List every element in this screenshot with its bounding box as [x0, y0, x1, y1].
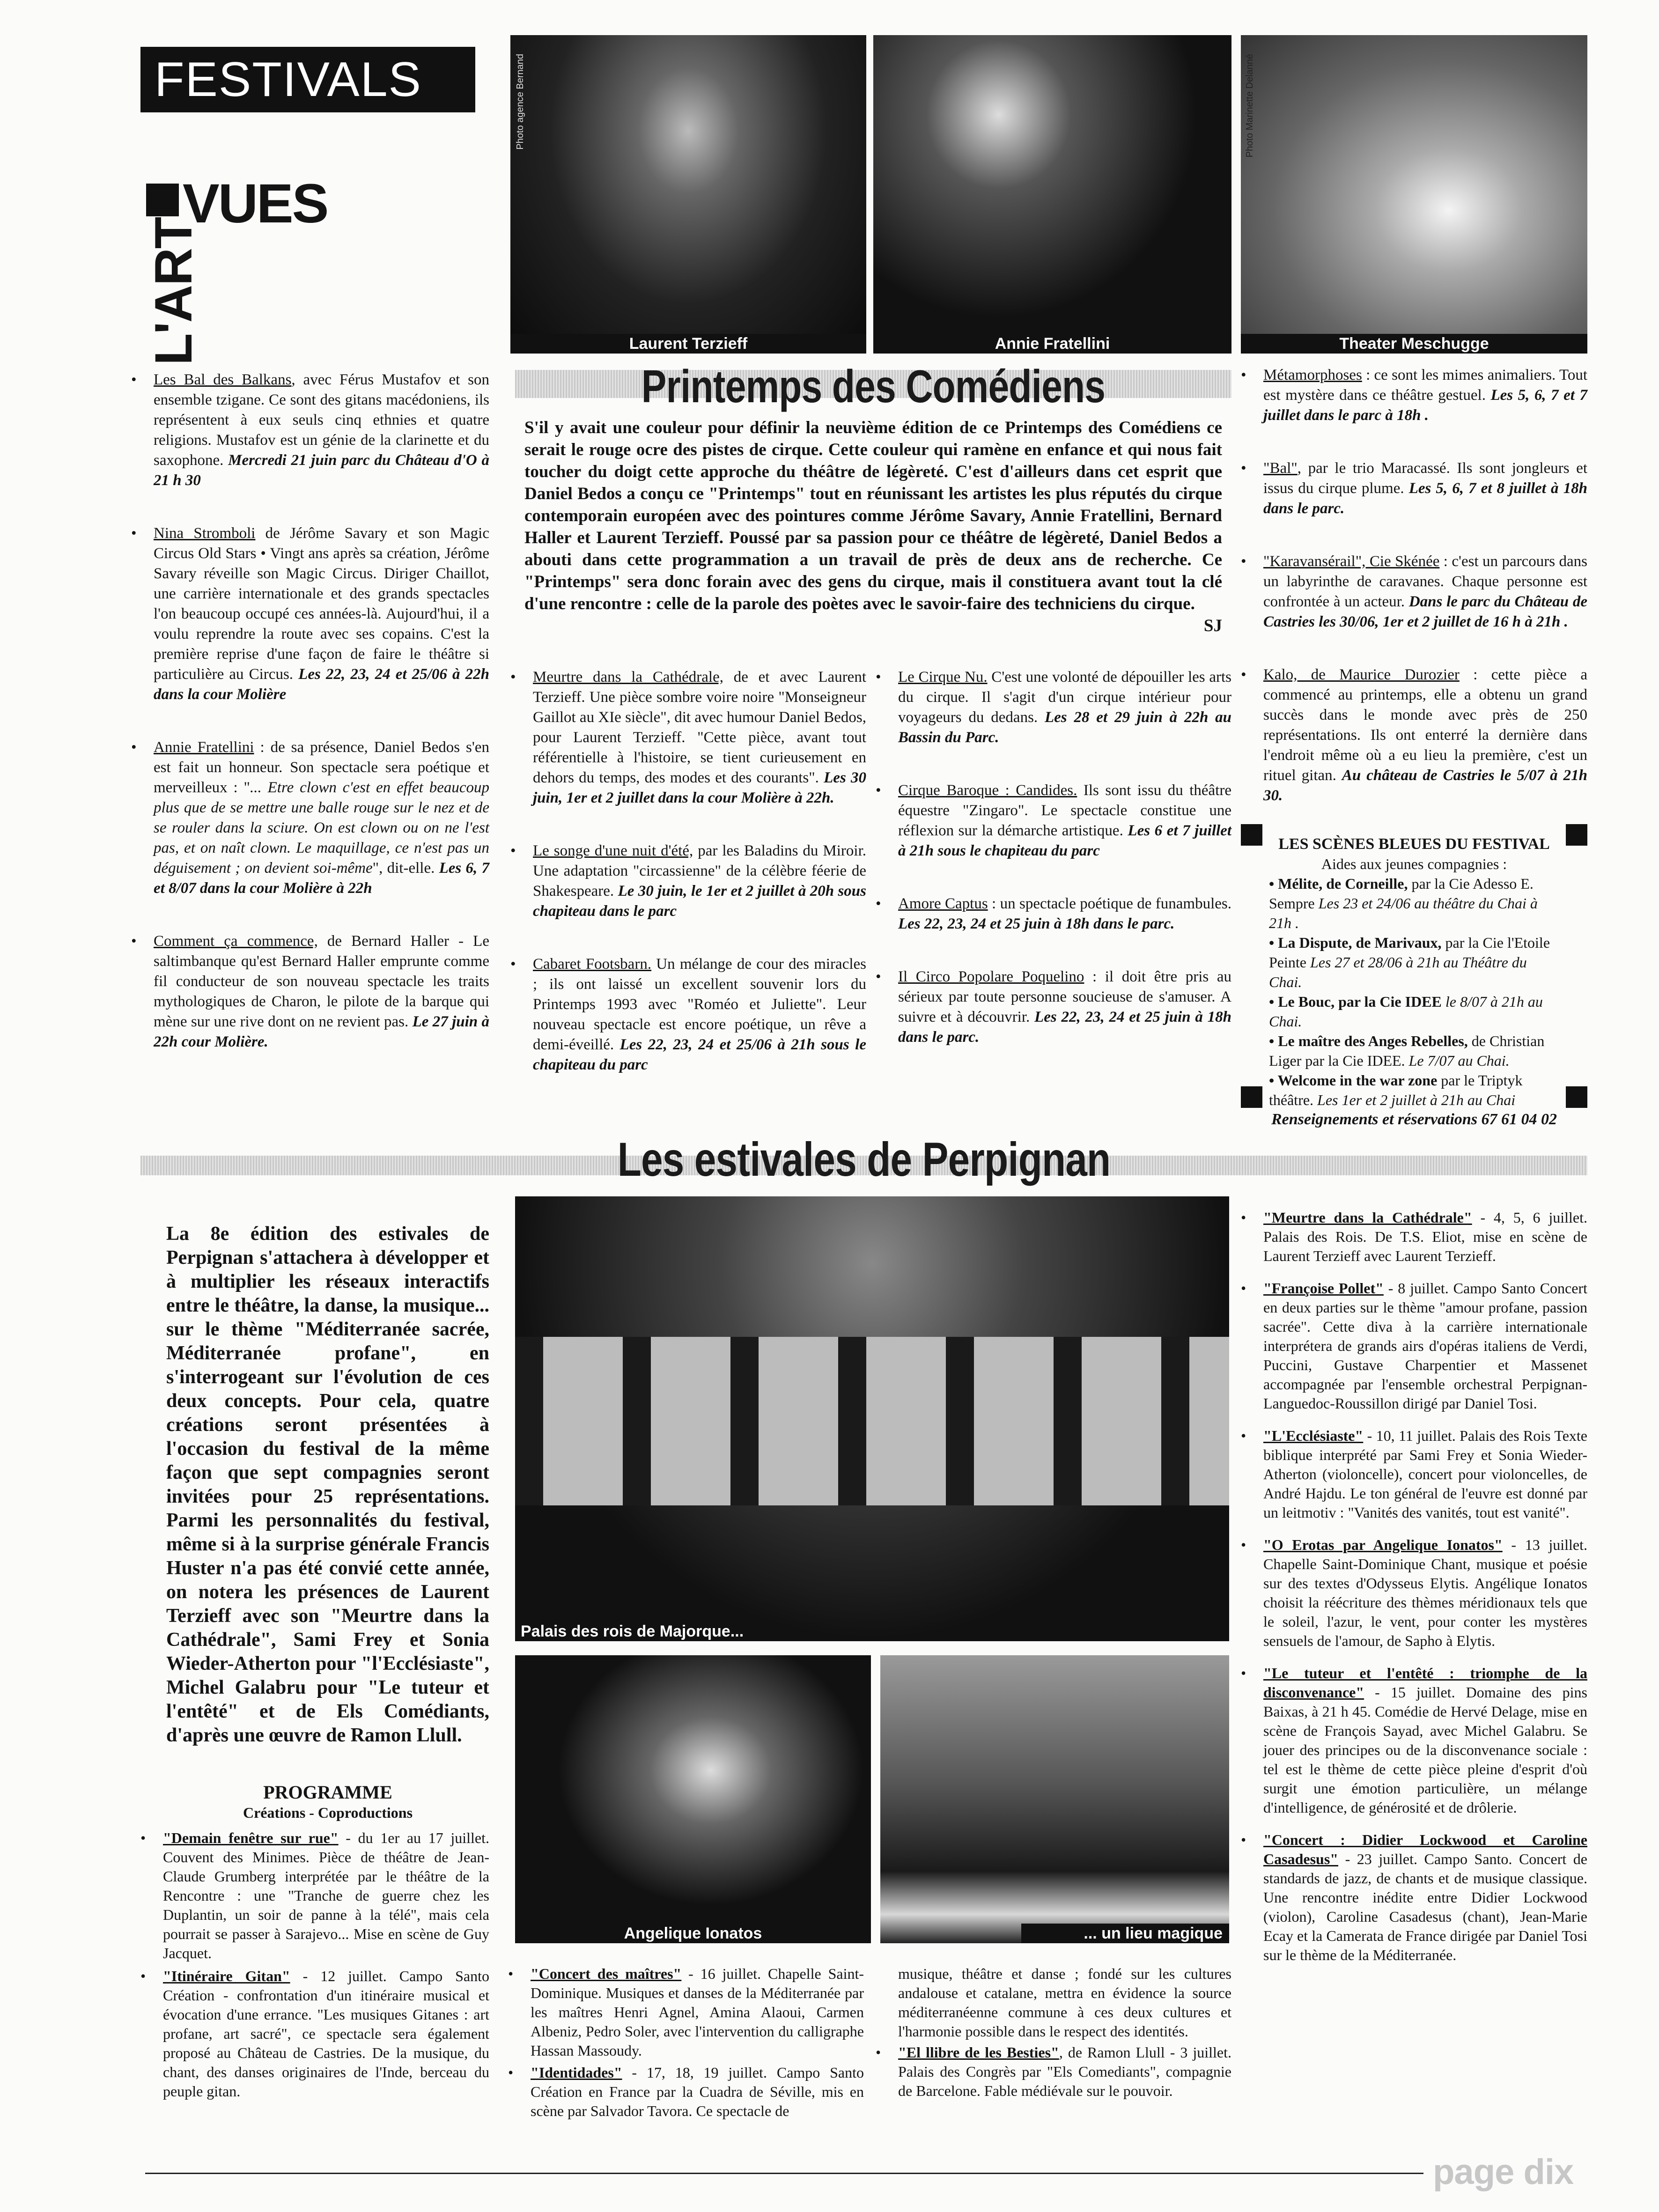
footer-rule	[145, 2173, 1423, 2174]
printemps-intro	[524, 417, 1222, 637]
box-item: • Le maître des Anges Rebelles, de Christian Liger par la Cie IDEE. Le 7/07 au Chai.	[1269, 1032, 1545, 1069]
list-item: • "Françoise Pollet" - 8 juillet. Campo Santo Concert en deux parties sur le thème "amour profane, passion sacrée". Cette diva à la carrière internationale interprétera de grands airs d'opéras italiens de Verdi, Puccini, Gustave Charpentier et Massenet accompagnée par l'ensemble orchestral Perpignan-Languedoc-Roussillon dirigé par Daniel Tosi.	[1241, 1279, 1587, 1413]
corner-mark	[1566, 1086, 1587, 1108]
photo-caption: Laurent Terzieff	[510, 334, 866, 354]
list-item: • "Identidades" - 17, 18, 19 juillet. Campo Santo Création en France par la Cuadra de Séville, mis en scène par Salvador Tavora. Ce spectacle de	[508, 2063, 864, 2121]
list-item: • Comment ça commence, de Bernard Haller - Le saltimbanque qu'est Bernard Haller emprunte comme fil conducteur de son nouveau spectacle les traits mythologiques de Charon, le pilote de la barque qui mène sur une rive dont on ne revient pas. Le 27 juin à 22h cour Molière.	[131, 931, 489, 1052]
column-mid-1	[510, 667, 866, 1108]
section-label: FESTIVALS	[155, 52, 422, 107]
estivales-right	[1241, 1208, 1587, 1965]
list-item: • Annie Fratellini : de sa présence, Daniel Bedos s'en est fait un honneur. Son spectacle sera poétique et merveilleux : "... Etre clown c'est en effet beaucoup plus que de se mettre une balle rouge sur le nez et de se rouler dans la sciure. On est clown ou on ne l'est pas, et on naît clown. Le maquillage, ce n'est pas un déguisement ; on devient soi-même", dit-elle. Les 6, 7 et 8/07 dans la cour Molière à 22h	[131, 737, 489, 899]
list-item: • Le Cirque Nu. C'est une volonté de dépouiller les arts du cirque. Il s'agit d'un cirque intérieur pour voyageurs du dedans. Les 28 et 29 juin à 22h au Bassin du Parc.	[876, 667, 1231, 748]
photo-credit: Photo agence Bernand	[515, 54, 525, 150]
box-item: • Welcome in the war zone par le Triptyk théâtre. Les 1er et 2 juillet à 21h au Chai	[1269, 1072, 1523, 1108]
photo-caption: Palais des rois de Majorque...	[521, 1622, 744, 1640]
list-item: • "Concert des maîtres" - 16 juillet. Chapelle Saint-Dominique. Musiques et danses de la Méditerranée par les maîtres Henri Agnel, Amina Alaoui, Carmen Albeniz, Pedro Soler, avec l'intervention du calligraphe Hassan Massoudy.	[508, 1964, 864, 2060]
list-item: • Kalo, de Maurice Durozier : cette pièce a commencé au printemps, elle a obtenu un grand succès dans le monde avec près de 250 représentations. Ils ont enterré la dernière dans l'endroit même où a eu lieu la première, c'est un rituel gitan. Au château de Castries le 5/07 à 21h 30.	[1241, 665, 1587, 806]
list-item: • "O Erotas par Angelique Ionatos" - 13 juillet. Chapelle Saint-Dominique Chant, musique et poésie sur des textes d'Odysseus Elytis. Angélique Ionatos choisit la réécriture des thèmes méridionaux tels que le soleil, l'azur, le vent, pour conter les mystères sensuels de l'amour, de Sapho à Elytis.	[1241, 1535, 1587, 1651]
list-item: • Cirque Baroque : Candides. Ils sont issu du théâtre équestre "Zingaro". Le spectacle constitue une réflexion sur la démarche artistique. Les 6 et 7 juillet à 21h sous le chapiteau du parc	[876, 781, 1231, 861]
photo-theater-meschugge	[1241, 35, 1587, 354]
intro-text: La 8e édition des estivales de Perpignan s'attachera à développer et à multiplier les réseaux interactifs entre le théâtre, la danse, la musique... sur le thème "Méditerranée sacrée, Méditerranée profane", en s'interrogeant sur l'évolution de ces deux concepts. Pour cela, quatre créations seront présentées à l'occasion du festival de la même façon que sept compagnies seront invitées pour 25 représentations. Parmi les personnalités du festival, même si à la surprise générale Francis Huster n'a pas été convié cette année, on notera les présences de Laurent Terzieff avec son "Meurtre dans la Cathédrale", Sami Frey et Sonia Wieder-Atherton pour "l'Ecclésiaste", Michel Galabru pour "Le tuteur et l'entêté" et de Els Comédiants, d'après une œuvre de Ramon Llull.	[166, 1223, 489, 1746]
list-item: • "Itinéraire Gitan" - 12 juillet. Campo Santo Création - confrontation d'un itinéraire musical et évocation d'une errance. "Les musiques Gitanes : art profane, art sacré", ce spectacle sera également proposé au Château de Castries. De la musique, du chant, des danses originaires de l'Inde, berceau du peuple gitan.	[140, 1967, 489, 2101]
corner-mark	[1241, 824, 1262, 846]
photo-palais-des-rois	[515, 1196, 1229, 1641]
column-left	[131, 370, 489, 1085]
art-vues-horizontal: VUES	[183, 173, 328, 235]
page-number: page dix	[1433, 2152, 1574, 2192]
list-item: • Meurtre dans la Cathédrale, de et avec Laurent Terzieff. Une pièce sombre voire noire "Monseigneur Gaillot au XIe siècle", dit avec humour Daniel Bedos, pour Laurent Terzieff. "Cette pièce, avant tout référentielle à l'histoire, se tient curieusement en dehors du temps, des modes et des courants". Les 30 juin, 1er et 2 juillet dans la cour Molière à 22h.	[510, 667, 866, 808]
list-item: • "Concert : Didier Lockwood et Caroline Casadesus" - 23 juillet. Campo Santo. Concert de standards de jazz, de chants et de musique classique. Une rencontre inédite entre Didier Lockwood (violon), Caroline Casadesus (chant), Jean-Marie Ecay et la Camerata de France dirigée par Daniel Tosi sur le thème de la Méditerranée.	[1241, 1830, 1587, 1965]
list-item: • Métamorphoses : ce sont les mimes animaliers. Tout est mystère dans ce théâtre gestuel. Les 5, 6, 7 et 7 juillet dans le parc à 18h .	[1241, 365, 1587, 426]
list-item: • "Karavansérail", Cie Skénée : c'est un parcours dans un labyrinthe de caravanes. Chaque personne est confrontée à un acteur. Dans le parc du Château de Castries les 30/06, 1er et 2 juillet de 16 h à 21h .	[1241, 552, 1587, 632]
photo-caption: Angelique Ionatos	[515, 1924, 871, 1943]
list-item: • Amore Captus : un spectacle poétique de funambules. Les 22, 23, 24 et 25 juin à 18h dans le parc.	[876, 894, 1231, 934]
scenes-bleues-content	[1269, 834, 1559, 1110]
list-item: • "Meurtre dans la Cathédrale" - 4, 5, 6 juillet. Palais des Rois. De T.S. Eliot, mise en scène de Laurent Terzieff avec Laurent Terzieff.	[1241, 1208, 1587, 1266]
estivales-mid-b	[876, 1964, 1231, 2101]
list-item: • Il Circo Popolare Poquelino : il doit être pris au sérieux par toute personne soucieuse de s'amuser. A suivre et à découvrir. Les 22, 23, 24 et 25 juin à 18h dans le parc.	[876, 967, 1231, 1047]
list-item: • Les Bal des Balkans, avec Férus Mustafov et son ensemble tzigane. Ce sont des gitans macédoniens, ils représentent à eux seuls cinq ethnies et quatre religions. Mustafov est un génie de la clarinette et du saxophone. Mercredi 21 juin parc du Château d'O à 21 h 30	[131, 370, 489, 491]
list-item: • "El llibre de les Besties", de Ramon Llull - 3 juillet. Palais des Congrès par "Els Comediants", compagnie de Barcelone. Fable médiévale sur le pouvoir.	[876, 2043, 1231, 2101]
photo-caption: ... un lieu magique	[1021, 1924, 1229, 1943]
list-item: • Le songe d'une nuit d'été, par les Baladins du Miroir. Une adaptation "circassienne" de la célèbre féerie de Shakespeare. Le 30 juin, le 1er et 2 juillet à 20h sous chapiteau dans le parc	[510, 841, 866, 922]
estivales-mid-a	[508, 1964, 864, 2121]
column-right	[1241, 365, 1587, 839]
programme-subtitle: Créations - Coproductions	[243, 1804, 413, 1821]
intro-text: S'il y avait une couleur pour définir la neuvième édition de ce Printemps des Comédiens ce serait le rouge ocre des pistes de cirque. Cette couleur qui ramène en enfance et qui nous fait toucher du doigt cette approche du théâtre de légèreté. C'est d'ailleurs dans cet esprit que Daniel Bedos a conçu ce "Printemps" tout en réunissant les artistes les plus réputés du cirque contemporain européen avec des pointures comme Jérôme Savary, Annie Fratellini, Bernard Haller et Laurent Terzieff. Poussé par sa passion pour ce théâtre de légèreté, Daniel Bedos a abouti dans cette programmation a un travail de près de deux ans de recherche. Ce "Printemps" sera donc forain avec des gens du cirque, mais il constituera avant tout la clé d'une rencontre : celle de la parole des poètes avec le savoir-faire des techniciens du cirque.	[524, 418, 1222, 613]
list-item-continued: musique, théâtre et danse ; fondé sur les cultures andalouse et catalane, mettra en évidence la source méditerranéenne commune à ces deux cultures et l'harmonie possible dans le respect des identités.	[898, 1965, 1231, 2040]
programme-heading	[166, 1782, 489, 1822]
estivales-intro	[166, 1222, 489, 1747]
box-item: • Le Bouc, par la Cie IDEE le 8/07 à 21h au Chai.	[1269, 993, 1543, 1030]
photo-annie-fratellini	[873, 35, 1231, 354]
corner-mark	[1241, 1086, 1262, 1108]
art-vues-vertical: L'ART	[144, 217, 203, 365]
arch-row-graphic	[515, 1337, 1229, 1505]
box-title: LES SCÈNES BLEUES DU FESTIVAL	[1278, 835, 1550, 853]
programme-list	[140, 1829, 489, 2101]
box-item: • La Dispute, de Marivaux, par la Cie l'Etoile Peinte Les 27 et 28/06 à 21h au Théâtre du Chai.	[1269, 934, 1550, 990]
printemps-title: Printemps des Comédiens	[641, 361, 1106, 412]
scenes-bleues-box	[1241, 824, 1587, 1128]
art-vues-square	[146, 184, 179, 216]
contact-line: Renseignements et réservations 67 61 04 02	[1271, 1111, 1557, 1128]
signature: SJ	[1203, 616, 1222, 635]
column-mid-2	[876, 667, 1231, 1080]
photo-caption: Annie Fratellini	[873, 334, 1231, 354]
list-item: • "Demain fenêtre sur rue" - du 1er au 17 juillet. Couvent des Minimes. Pièce de théâtre de Jean-Claude Grumberg interprétée par le théâtre de la Rencontre : une "Tranche de guerre chez les Duplantin, un soir de panne à la télé", mais cela pourrait se passer à Sarajevo... Mise en scène de Guy Jacquet.	[140, 1829, 489, 1963]
corner-mark	[1566, 824, 1587, 846]
photo-laurent-terzieff	[510, 35, 866, 354]
list-item: • "Le tuteur et l'entêté : triomphe de la disconvenance" - 15 juillet. Domaine des pins Baixas, à 21 h 45. Comédie de Hervé Delage, mise en scène de François Sayad, avec Michel Galabru. Se jouer des principes ou de la disconvenance sociale : tel est le thème de cette pièce pleine d'esprit d'où surgit une émotion particulière, un mélange d'intelligence, de générosité et de drôlerie.	[1241, 1664, 1587, 1817]
photo-lieu-magique	[880, 1655, 1229, 1943]
photo-angelique-ionatos	[515, 1655, 871, 1943]
list-item: • "Bal", par le trio Maracassé. Ils sont jongleurs et issus du cirque plume. Les 5, 6, 7 et 8 juillet à 18h dans le parc.	[1241, 458, 1587, 519]
photo-caption: Theater Meschugge	[1241, 334, 1587, 354]
box-subtitle: Aides aux jeunes compagnies :	[1321, 855, 1507, 872]
programme-title: PROGRAMME	[263, 1782, 392, 1803]
list-item: • Cabaret Footsbarn. Un mélange de cour des miracles ; ils ont laissé un excellent souvenir lors du Printemps 1993 avec "Roméo et Juliette". Leur nouveau spectacle est encore poétique, un rêve a demi-éveillé. Les 22, 23, 24 et 25/06 à 21h sous le chapiteau du parc	[510, 954, 866, 1075]
list-item: • "L'Ecclésiaste" - 10, 11 juillet. Palais des Rois Texte biblique interprété par Sami Frey et Sonia Wieder-Atherton (violoncelle), concert pour violoncelles, de André Hajdu. Le ton général de l'euvre est donné par un leitmotiv : "Vanités des vanités, tout est vanité".	[1241, 1426, 1587, 1522]
box-item: • Mélite, de Corneille, par la Cie Adesso E. Sempre Les 23 et 24/06 au théâtre du Chai à 21h .	[1269, 875, 1538, 931]
estivales-title: Les estivales de Perpignan	[617, 1133, 1111, 1186]
list-item: • Nina Stromboli de Jérôme Savary et son Magic Circus Old Stars • Vingt ans après sa création, Jérôme Savary réveille son Magic Circus. Diriger Chaillot, une carrière internationale et des grands spectacles l'on beaucoup occupé ces années-là. Aujourd'hui, il a voulu reprendre la route avec ses copains. C'est la première reprise d'une façon de faire le théâtre si particulière au Circus. Les 22, 23, 24 et 25/06 à 22h dans la cour Molière	[131, 524, 489, 705]
photo-credit: Photo Marinette Delanné	[1245, 54, 1255, 158]
